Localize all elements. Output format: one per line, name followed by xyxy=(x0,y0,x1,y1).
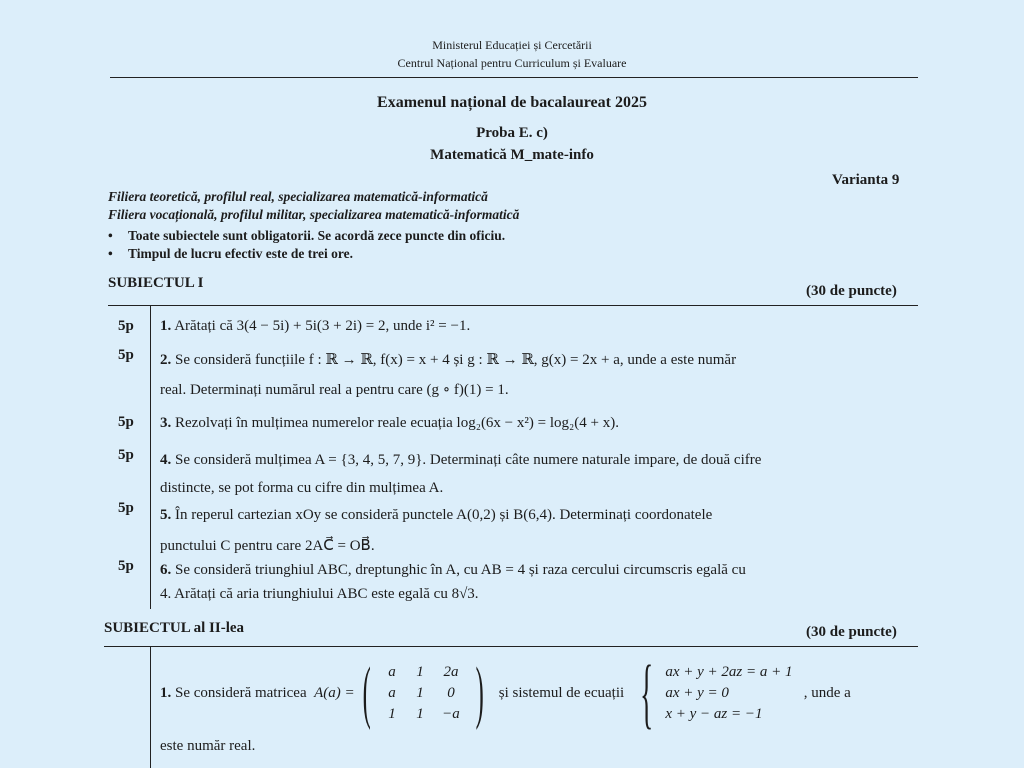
item-text: și sistemul de ecuații xyxy=(498,684,625,701)
subiect-2-points: (30 de puncte) xyxy=(806,624,897,640)
item-2-1-cont: este număr real. xyxy=(160,738,256,754)
left-brace: { xyxy=(640,649,654,736)
item-6-cont: 4. Arătați că aria triunghiului ABC este egală cu 8√3. xyxy=(160,586,479,602)
left-paren: ( xyxy=(362,654,371,731)
filiera-1: Filiera teoretică, profilul real, specializarea matematică-informatică xyxy=(108,189,488,204)
bullet-text: Timpul de lucru efectiv este de trei ore. xyxy=(128,246,353,261)
right-paren: ) xyxy=(475,654,484,731)
subiect-2-title: SUBIECTUL al II-lea xyxy=(104,620,245,636)
equation: x + y − az = −1 xyxy=(665,705,763,722)
item-text: Se consideră funcțiile f : ℝ → ℝ, f(x) = x + 4 și g : ℝ → ℝ, g(x) = 2x + a, unde a este număr xyxy=(175,352,737,368)
variant-label: Varianta 9 xyxy=(832,172,900,188)
item-5-cont: punctului C pentru care 2AC⃗ = OB⃗. xyxy=(160,538,375,554)
item-2-cont: real. Determinați numărul real a pentru care (g ∘ f)(1) = 1. xyxy=(160,382,509,398)
item-number: 5. xyxy=(160,507,172,523)
item-text: Se consideră triunghiul ABC, dreptunghic în A, cu AB = 4 și raza cercului circumscris egală cu xyxy=(175,562,746,578)
item-number: 1. xyxy=(160,318,172,334)
item-text: , unde a xyxy=(803,684,851,701)
subiect-1-rule xyxy=(108,305,918,306)
subiect-2-rule xyxy=(104,646,918,647)
bullet-icon: • xyxy=(108,228,113,243)
matrix-cell: 1 xyxy=(416,663,424,680)
bullet-text: Toate subiectele sunt obligatorii. Se acordă zece puncte din oficiu. xyxy=(128,228,506,243)
matrix xyxy=(355,654,492,731)
item-text: Se consideră matricea xyxy=(175,684,307,701)
item-number: 3. xyxy=(160,415,172,431)
exam-title: Examenul național de bacalaureat 2025 xyxy=(377,94,647,111)
points-column-divider-2 xyxy=(150,647,151,768)
matrix-cell: 0 xyxy=(447,684,455,701)
subiect-1-points: (30 de puncte) xyxy=(806,283,897,299)
matrix-cell: 2a xyxy=(443,663,459,680)
item-text: Se consideră mulțimea A = {3, 4, 5, 7, 9}. Determinați câte numere naturale impare, de două cifre xyxy=(175,452,762,468)
item-4-points: 5p xyxy=(118,447,134,463)
item-2-points: 5p xyxy=(118,347,134,363)
matrix-cell: −a xyxy=(442,705,460,722)
item-4 xyxy=(160,452,761,469)
subject-label: Matematică M_mate-info xyxy=(430,147,594,163)
item-3 xyxy=(160,415,619,432)
matrix-cell: 1 xyxy=(416,705,424,722)
header-rule xyxy=(110,77,918,78)
equation: ax + y = 0 xyxy=(665,684,729,701)
item-2-1 xyxy=(160,649,851,736)
item-text: În reperul cartezian xOy se consideră punctele A(0,2) și B(6,4). Determinați coordonatele xyxy=(175,507,713,523)
item-text: Rezolvați în mulțimea numerelor reale ecuația log₂(6x − x²) = log₂(4 + x). xyxy=(175,415,619,431)
matrix-label: A(a) = xyxy=(314,684,355,701)
item-6-points: 5p xyxy=(118,558,134,574)
item-6 xyxy=(160,562,746,579)
matrix-cell: 1 xyxy=(388,705,396,722)
item-1-points: 5p xyxy=(118,318,134,334)
bullet-1 xyxy=(108,228,505,244)
item-3-points: 5p xyxy=(118,414,134,430)
center-name: Centrul Național pentru Curriculum și Evaluare xyxy=(397,56,627,70)
item-text: Arătați că 3(4 − 5i) + 5i(3 + 2i) = 2, unde i² = −1. xyxy=(174,318,471,334)
item-number: 6. xyxy=(160,562,172,578)
bullet-2 xyxy=(108,246,353,262)
equation-system xyxy=(665,664,792,723)
item-2 xyxy=(160,350,736,369)
item-1 xyxy=(160,318,470,335)
item-5 xyxy=(160,507,712,524)
equation: ax + y + 2az = a + 1 xyxy=(665,663,793,680)
bullet-icon: • xyxy=(108,246,113,261)
item-number: 1. xyxy=(160,684,172,701)
points-column-divider xyxy=(150,306,151,609)
subiect-1-title: SUBIECTUL I xyxy=(108,275,204,291)
ministry-name: Ministerul Educației și Cercetării xyxy=(432,38,592,52)
matrix-cell: a xyxy=(388,663,396,680)
filiera-2: Filiera vocațională, profilul militar, specializarea matematică-informatică xyxy=(108,207,520,222)
proba-label: Proba E. c) xyxy=(476,125,548,141)
matrix-cell: a xyxy=(388,684,396,701)
item-5-points: 5p xyxy=(118,500,134,516)
matrix-grid xyxy=(378,664,468,723)
matrix-cell: 1 xyxy=(416,684,424,701)
item-4-cont: distincte, se pot forma cu cifre din mulțimea A. xyxy=(160,480,444,496)
item-number: 2. xyxy=(160,352,172,368)
item-number: 4. xyxy=(160,452,172,468)
